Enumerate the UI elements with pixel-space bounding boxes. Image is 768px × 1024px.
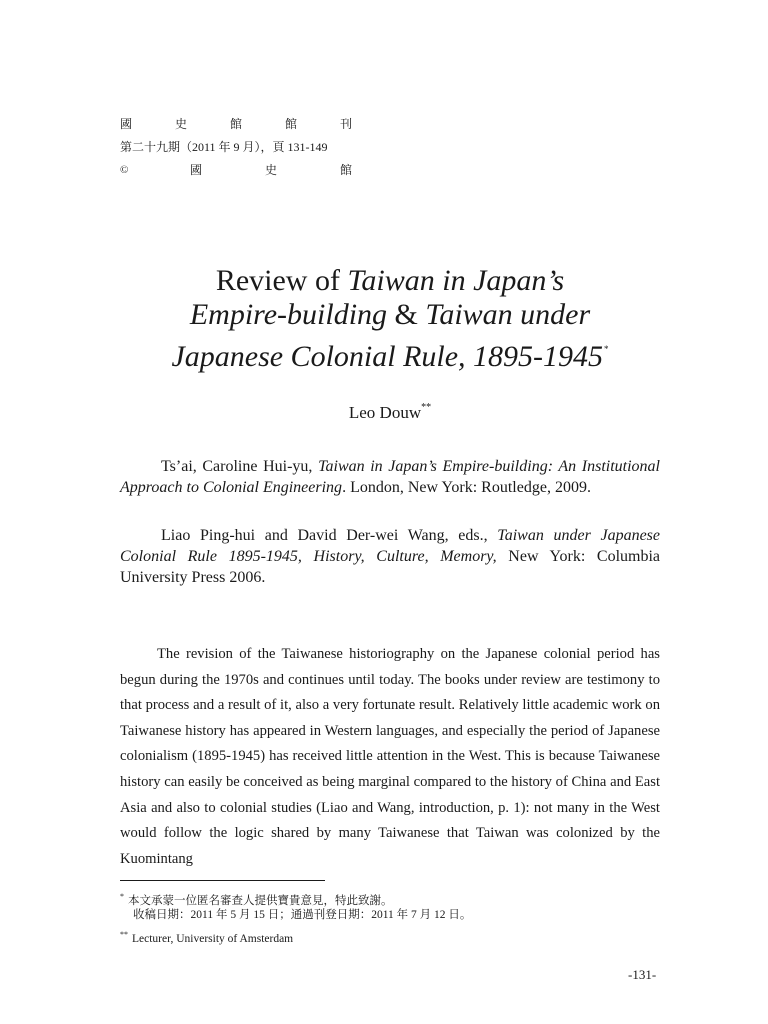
title-book2-part1: Taiwan under [425,298,591,331]
title-line-1 [120,264,660,298]
author-footnote-mark: ** [421,402,432,413]
journal-name-char: 刊 [339,117,352,131]
footnote-mark: ** [120,930,128,939]
body-paragraph: The revision of the Taiwanese historiography on the Japanese colonial period has begun during the 1970s and continues until today. The books under review are testimony to that process and a result of it, also a very fortunate result. Relatively little academic work on Taiwanese history has appeared in Western languages, and especially the period of Japanese colonialism (1895-1945) has received little attention in the West. This is because Taiwanese history can easily be conceived as being marginal compared to the history of China and East Asia and also to colonial studies (Liao and Wang, introduction, p. 1): not many in the West would follow the logic shared by many Taiwanese that Taiwan was colonized by the Kuomintang [120,646,660,867]
journal-name-char: 館 [229,117,242,131]
title-prefix: Review of [215,264,348,297]
author-line [120,397,660,424]
publisher-char: 史 [264,163,277,177]
reference-authors: Ts’ai, Caroline Hui-yu, [161,458,319,475]
footnote-text: 本文承蒙一位匿名審查人提供寶貴意見，特此致謝。 [128,895,393,907]
reference-1 [120,456,660,498]
author-name: Leo Douw [348,403,422,422]
publisher-char: 館 [339,163,352,177]
title-line-2 [120,298,660,332]
reference-2 [120,525,660,588]
title-book1-part1: Taiwan in Japan’s [347,264,565,297]
journal-publisher [190,162,352,178]
journal-name [120,116,352,132]
footnote-1-dates: 收稿日期：2011 年 5 月 15 日；通過刊登日期：2011 年 7 月 12 日。 [133,909,472,921]
reference-authors: Liao Ping-hui and David Der-wei Wang, eds., [161,527,498,544]
journal-copyright [120,162,352,178]
footnote-1 [120,889,393,909]
reference-publication: . London, New York: Routledge, 2009. [342,479,591,496]
journal-name-char: 史 [174,117,187,131]
journal-issue [120,139,352,155]
publisher-char: 國 [190,163,203,177]
reference-publication: New York: Columbia University Press 2006. [120,548,661,586]
footnote-divider [120,880,325,881]
footnote-text: Lecturer, University of Amsterdam [132,933,294,945]
article-title [120,264,660,374]
title-book1-part2: Empire-building [189,298,388,331]
title-footnote-mark: * [604,344,609,354]
reference-title: Taiwan in Japan’s Empire-building: An Institutional Approach to Colonial Engineering [120,458,660,496]
page-number: -131- [628,967,657,982]
title-line-3 [120,332,660,374]
copyright-symbol: © [120,164,129,176]
footnote-mark: * [120,892,124,901]
title-book2-part2: Japanese Colonial Rule, 1895-1945 [171,340,604,373]
footnote-2 [120,927,293,947]
journal-name-char: 國 [120,117,133,131]
journal-issue-text: 第二十九期（2011 年 9 月），頁 131-149 [120,140,328,154]
journal-name-char: 館 [284,117,297,131]
reference-title: Taiwan under Japanese Colonial Rule 1895-1945, History, Culture, Memory, [120,527,660,565]
title-ampersand: & [387,298,426,331]
